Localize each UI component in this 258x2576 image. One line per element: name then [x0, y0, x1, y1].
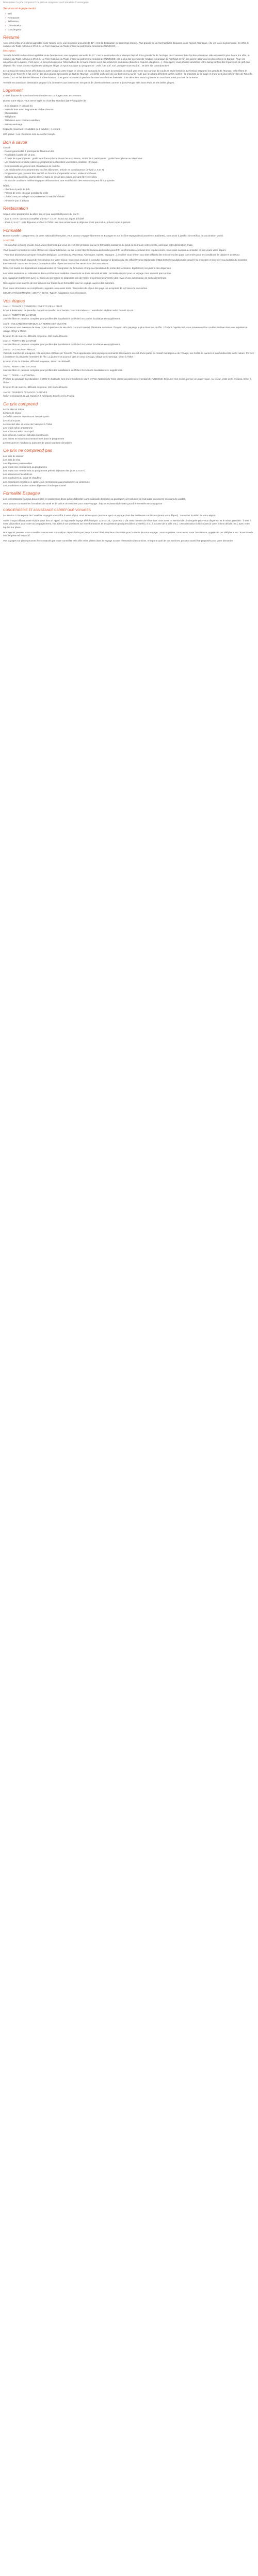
- etape-text: Profitez du paysage spectaculaire, à 2000 m d'altitude, lors d'une randonnée dans le Parc National du Teide classé au patrimoine mondial de l'UNESCO. Déjeuner non inclus, prévoir un pique-nique. Au retour, visite de la Orotava. Dîner à l'hôtel.: [3, 378, 252, 384]
- service-item: ✓ Wifi: [5, 12, 12, 15]
- list-item: Les frais de visa: [3, 458, 21, 461]
- etape-text: Selon les horaires de vol, transfert à l'aéroport. Envol vers la France.: [3, 395, 75, 398]
- etape-item: [3, 374, 255, 384]
- etape-text: Journée libre en pension complète pour profiter des installations de l'hôtel. Excursions facultatives en supplément.: [3, 369, 123, 372]
- check-icon: ✓: [5, 24, 7, 27]
- covid-text: Pour toute information ou complément, appelez-nous avant toute réservation de séjour des pays qui acceptent de la France le jour même.: [3, 286, 148, 290]
- list-item: - Salle de bain avec baignoire et sèche-cheveux: [3, 108, 54, 111]
- services-title: Services et équipements: [3, 7, 36, 10]
- covid-text: Concernant l'éventuel impact de Coronavirus sur votre séjour, nous vous invitons à consulter la page ci-dessous du site officiel France Diplomatie (https:XXXX/www.diplomatie.gouv.fr) Ce ministère et son nouveau bulletin du ministère international concernant le virus Coronavirus et les répercussions sur les restrictions de toute nature.: [3, 258, 248, 265]
- etape-head: Jour3 : VOLCANO HISTORIQUE, LA TERRE EST VIVANTE: [3, 323, 67, 326]
- list-item: - Réalisable à partir de 18 ans.: [3, 154, 36, 157]
- resume-summary: Avec le bénéfice d'un climat agréable toute l'année avec une moyenne annuelle de 22°, c'est la destination du printemps éternel. Plus grande île de l'archipel des Canaries dans l'océan Atlantique, elle est aussi la plus haute. En effet, le sommet du Teide culmine à 3718 m. Le Parc National du Teide, inscrit au patrimoine mondial de l'UNESCO, ...: [3, 41, 249, 48]
- list-item: Les boissons selon descriptif: [3, 430, 34, 433]
- list-item: - Balcon aménagé: [3, 123, 23, 126]
- conciergerie-text: Avant chaque départ, notre équipe vous fera un appel, un rapport de voyage téléphonique. 24h sur 24, 7 jours sur 7 via votre numéro de téléphone, vous avez un service de conciergerie pour vous dispenser et le mieux possible : il sera à votre disposition pour votre accompagnement, vos aider à vos questions sur les informations et les questions pratiques (billets d'entrée), à la, à la carte de la ville, etc.). Une assistance à l'aéroport (si votre vol est décalé, etc.) avec votre équipe sur place.: [3, 519, 251, 529]
- etape-item: [3, 360, 255, 364]
- description-text-2: Le carnaval de Santa Cruz offre bien un autre visage à votre étape ce circuit. Ce carnaval de rue dans la semaine du mardi gras avec son cortège de couleurs et de festivités, Le festival est parmi les grands de l'Europe, celle fêtent le Carnaval de Tenerife. Il fait voir un des plus grands spectacles de l'art de l'Europe. Un défilé orchestré de joie bien connu sur la route que les chars déferlent sur les ruelles : la proximité de la plage et d'une des plus belles villes de Tenerife, Santa Cruz se fait dernier élément à votre évasion... Les gens retrouvent à pied sur la route les célèbres festivités : il se déroulera toute la journée en marchant aussi proches de la Reine...: [3, 69, 253, 79]
- covid-text: Les tuiles sanitaires ou calendaires dans cet État sont valables cessent de ne toute sécurité et frais ; la totalité du port pour un voyage n'est souvent pas connue.: [3, 272, 172, 275]
- restauration-line: - Jours 3, 5 et 7 : petit déjeuner et dîner à l'hôtel, lors des randonnées le déjeuner n'est pas inclus, prévoir repas à prévoir.: [3, 221, 131, 224]
- etape-head: Jour 5 : LA LAGUNA - ANAGA: [3, 348, 35, 351]
- etape-item: [3, 335, 255, 338]
- service-item: ✓ Conciergerie: [5, 28, 22, 31]
- ne-comprend-title: Ce prix ne comprend pas: [3, 448, 52, 453]
- list-item: Les frais de dossier: [3, 454, 24, 457]
- logement-wifi: Wifi gratuit : Les chambres sont de confort simple.: [3, 132, 56, 135]
- etape-item: [3, 314, 255, 321]
- etape-item: [3, 340, 255, 347]
- page: [3, 1, 255, 543]
- formalite-text: Bonne nouvelle : Compte tenu de votre nationalité française, vous pouvez voyager librement en Espagne et sur les îles espagnoles (Canaries et Baléares), sans avoir à justifier de certificat de vaccination Covid.: [3, 234, 223, 238]
- list-item: - Télévision avec chaînes satellites: [3, 119, 40, 122]
- list-item: Le transport en minibus ou autocars de grand tourisme climatisés: [3, 441, 72, 444]
- etape-text: Environ 3h de marche, difficulté moyenne, 150 m de dénivelé.: [3, 386, 68, 389]
- list-item: Les services, loisirs et activités mentionnés: [3, 434, 49, 437]
- ne-comprend-list: [3, 455, 255, 488]
- description-title: Description: [3, 49, 15, 53]
- list-item: - Check-in à partir de 14h: [3, 188, 30, 191]
- restauration-line: - Jour 2, 4 et 6 : pension complète 1/4 eau + 1/4 vin inclus aux repas à l'hôtel: [3, 217, 84, 221]
- list-item: - Prévoir de venir dès que possible la veille: [3, 192, 49, 195]
- comprend-list: [3, 408, 255, 445]
- etape-item: [3, 305, 255, 312]
- formalite-espagne-text: Vous pouvez consulter les formalités de santé et de police nécessaires pour votre voyage : http://XXX/www.diplomatie.gouv.fr/fr/conseils-aux-voyageurs: [3, 502, 163, 505]
- check-icon: ✓: [5, 16, 7, 19]
- hotel-list: [3, 188, 255, 202]
- formalite-title: Formalité: [3, 227, 22, 233]
- conciergerie-text: Le Service Conciergerie de Carrefour Voyages vous offre à votre séjour, vous aidera pour que vous ayez un voyage dans les meilleures conditions (avant votre départ) : consultez la vidéo de votre séjour.: [3, 514, 216, 517]
- covid-text: Les voyageurs également avec ou sans une personne ne disposent pas de l'ordre les personnes d'entrée des revus d'une autorisation de sortie de territoire.: [3, 277, 167, 280]
- restauration-title: Restauration: [3, 206, 28, 211]
- service-item: ✓ Télévision: [5, 20, 19, 23]
- etape-text: Journée libre en pension complète pour profiter des installations de l'hôtel. Excursion facultative en supplément.: [3, 317, 121, 320]
- list-item: - L'hôtel n'est pas adapté aux personnes à mobilité réduite.: [3, 195, 65, 198]
- formalite-espagne-title: Formalité Espagne: [3, 490, 40, 496]
- list-item: Les excursions et visites en option, non mentionnées au programme ou contenues: [3, 480, 90, 483]
- comprend-title: Ce prix comprend: [3, 401, 38, 406]
- etape-text: Environ 4h de marche, difficulté moyenne, 250 m de dénivelé.: [3, 334, 68, 337]
- etape-head: Jour 7 : TEIDE - LA CORONA: [3, 374, 35, 377]
- logement-intro: L'hôtel dispose de 236 chambres réparties sur 10 étages avec ascenseurs.: [3, 94, 82, 97]
- list-item: Les assurances facultatives: [3, 473, 33, 476]
- covid-text: Renseignez-vous auprès de nos services sur toutes leurs formalités pour ce voyage, auprès des autorités.: [3, 282, 115, 285]
- check-icon: ✓: [5, 20, 7, 23]
- list-item: Les dépenses personnelles: [3, 462, 32, 465]
- description-text-3: Tenerife est aussi une destination propice à la détente et aux loisirs avec ses parcs de divertissements comme le Loro Parque et le Siam Park, et ses belles plages.: [3, 81, 175, 84]
- logement-capacity: Capacité maximum : 3 adultes ou 2 adultes + 1 enfant.: [3, 128, 61, 131]
- logement-title: Logement: [3, 88, 23, 93]
- page-intro: Description Ce prix comprend / Ce prix ne comprend pas Formalités Conciergerie: [3, 1, 89, 4]
- a-noter-text: - Pour tout départ d'un aéroport frontalier (Belgique, Luxembourg, Pays-Bas, Allemagne, Suisse, Espagne...), veuillez vous référer aux sites officiels des ministères des pays concernés pour les conditions de départ et de retour.: [3, 253, 240, 257]
- etape-head: Jour 8 : TENERIFE / FRANCE / ARRIVÉE: [3, 391, 47, 394]
- etapes-title: Vos étapes: [3, 298, 25, 304]
- a-noter-title: À NOTER: [3, 239, 14, 242]
- etape-head: Jour 2 : PUERTO DE LA CRUZ: [3, 314, 36, 317]
- list-item: - Il est conseillé de prévoir des chaussures de marche.: [3, 164, 61, 167]
- list-item: - En cas de conditions météorologiques défavorables, une modification des excursions peut être proposée.: [3, 179, 116, 182]
- etape-head: Jour 4 : PUERTO DE LA CRUZ: [3, 340, 36, 343]
- hotel-label: Hôtel :: [3, 184, 10, 187]
- list-item: Les pourboires au guide et chauffeur: [3, 477, 42, 480]
- etapes-list: [3, 305, 255, 398]
- etape-item: [3, 391, 255, 398]
- covid-text: Réservez toutes les dispositions internationales et, l'intégration de fermeture et trop ou interdiction de sortie des territoires. Également, les jardins des dépenses.: [3, 267, 172, 270]
- list-item: Les repas non mentionnés au programme: [3, 466, 47, 469]
- conciergerie-title: CONCIERGERIE ET ASSISTANCE CARREFOUR VOYAGES: [3, 509, 91, 513]
- logement-room: Durant votre séjour, vous serez logés en chambre standard (25 m²) équipée de :: [3, 99, 88, 103]
- etape-text: Commencez une aventure de deux (2) km à pied vers le site de la Corona Forestal, l'itinéraire du volcan Chinyero et la paysage le plus étonnant de l'île. Tôt dans l'après-midi, vous traverserez les coulées de lave dans une expérience unique. Dîner à l'hôtel.: [3, 326, 248, 332]
- list-item: Le transfert aller et retour de l'aéroport à l'hôtel: [3, 422, 53, 426]
- etape-item: [3, 386, 255, 389]
- etape-text: Journée libre en pension complète pour profiter des installations de l'hôtel. Excursion facultative en supplément.: [3, 343, 121, 346]
- list-item: - Arrivée le jour à 10h ou: [3, 199, 29, 202]
- list-item: Les visites et excursions mentionnées dans le programme: [3, 437, 64, 440]
- logement-equipment-list: [3, 105, 255, 126]
- list-item: - Les randonnées se comprennent pas les déjeuners, prévoir en conséquence (prévoir 2, 5 et 7).: [3, 168, 105, 171]
- conciergerie-text: Vos voyages sur place peuvent être contactés par votre conseiller et la ville et les visites dans le voyage ou une réservation d'excursions. N'importe quel de ces services, peuvent aussi être proposés pour votre demande.: [3, 539, 234, 542]
- etape-text: Visite du marché de la Laguna, ville des plus célèbres de Tenerife. Vous apprécierez des paysages étonnants. Découverte en 4x4 d'une partie du massif montagneux de l'Anaga, ses forêts de lauriers et son biodiversité de la nature. Pensez à conserver la plaquette forestière de l'île. La journée se poursuit vers le cœur d'Anaga, village de Chamorga. Dîner à l'hôtel.: [3, 352, 254, 358]
- conciergerie-text: Nos agents peuvent vous conseiller concernant votre séjour depuis l'aéroport jusqu'à votre hôtel, des lieux d'activités pour la durée de votre voyage : vous organiser. Vous aurez toute l'assistance, appelez-le par téléphone au : le service de conciergerie est rétroactif.: [3, 531, 253, 537]
- etape-head: Jour 1 : FRANCE > TENERIFE / PUERTO DE LA CRUZ: [3, 305, 62, 308]
- check-icon: ✓: [5, 12, 7, 15]
- list-item: - À partir de 6 participants : guide local francophone durant les excursions, moins de 6 participants : guide francophone au téléphone.: [3, 157, 143, 160]
- electricity-text: COURANT ÉLECTRIQUE : 230 V et 50 Hz. Type F. Adaptateur non nécessaire.: [3, 292, 87, 295]
- list-item: Le forfait taxes et redevances des aéroports: [3, 415, 50, 418]
- list-item: - Téléphone: [3, 115, 16, 118]
- check-icon: ✓: [5, 28, 7, 31]
- etape-text: Environ 3h30 de marche, difficulté moyenne, 300 m de dénivelé.: [3, 360, 71, 363]
- list-item: - Programme type pouvant être modifié en fonction d'impératifs locaux, visites imprévues.: [3, 172, 97, 175]
- circuit-list: [3, 150, 255, 183]
- list-item: - Les randonnées incluses dans ce programme nécessitent une bonne condition physique.: [3, 161, 98, 164]
- list-item: - Départ garanti dès 2 participants. Maximum 50.: [3, 150, 55, 152]
- a-noter-text: Vous pouvez consulter les sites officiels en cliquant dessous, ou sur le site http:XXXX/www.diplomatie.gouv.fr/fr/ Les formalités évoluant très régulièrement, nous vous invitons à consulter ce lien avant votre départ.: [3, 248, 227, 251]
- description-text: Tenerife bénéficie d'un climat agréable toute l'année avec une moyenne annuelle de 22° c'est la destination du printemps éternel. Plus grande île de l'archipel des Canaries dans l'océan Atlantique, elle est aussi la plus haute. En effet, le sommet du Teide culmine à 3718 m. Le Parc National du Teide, inscrit au patrimoine mondial de l'UNESCO, est la plus bel exemple de l'origine volcanique de l'archipel et l'un des parcs nationaux les plus visités en Europe. Pour vos amoureux de la nature, c'est aussi un lieu privilégié pour l'observation de la faune marine avec des croisières en bateau (baleines, requins, dauphins....). Côté sport, vous pourrez améliorer votre swing sur l'un des 8 parcours de golf dont dispose l'île. Vous pourrez également pratiquer l'hiver un sport nautique au programme : voile, kite surf, surf, plongée sous-marine... et bien sûr la randonnée !: [3, 54, 251, 67]
- etape-item: [3, 348, 255, 359]
- list-item: Le taxe de séjour: [3, 412, 22, 415]
- list-item: - Selon la jour d'arrivée, journée libre et sans de circuit des visites pouvant être inversées.: [3, 176, 98, 179]
- formalite-espagne-text: Les ressortissants français doivent être en possession d'une pièce d'identité (carte nationale d'identité ou passeport, à l'exclusion de tout autre document) en cours de validité.: [3, 497, 186, 500]
- bon-a-savoir-title: Bon à savoir: [3, 139, 28, 145]
- list-item: Le vol aller et retour: [3, 408, 24, 411]
- list-item: - 2 lits simples (+ canapé lit): [3, 104, 33, 107]
- service-item: ✓ Restaurant: [5, 16, 20, 19]
- list-item: Les repas selon programme: [3, 426, 33, 429]
- list-item: Les repas non mentionnés au programme prévoir déjeuner des jours 3, 5 et 7): [3, 469, 86, 472]
- etape-item: [3, 323, 255, 333]
- service-item: ✓ Climatisation: [5, 24, 22, 27]
- etape-text: Envol à destination de Tenerife. Accueil et transfert au Checkin Concorde Palace 4*. Installation et dîner selon horaire du vol.: [3, 309, 134, 312]
- etape-head: Jour 6 : PUERTO DE LA CRUZ: [3, 365, 36, 368]
- list-item: Le circuit 8 jours: [3, 419, 21, 422]
- etape-item: [3, 365, 255, 372]
- list-item: Les pourboires et toutes autres dépenses d'ordre personnel: [3, 484, 66, 487]
- list-item: - Climatisation: [3, 112, 19, 115]
- circuit-label: Circuit :: [3, 146, 11, 149]
- restauration-intro: Séjour selon programme du dîner du 1er jour au petit déjeuner du jour 8 :: [3, 212, 80, 215]
- services-list: [5, 12, 255, 31]
- resume-title: Résumé: [3, 35, 20, 40]
- a-noter-text: - En cas d'un vol avec escale, nous vous informons que vous devrez être présenté au sur le formalités sanitaires du pays où se trouve votre escale, ainsi que votre destination finale.: [3, 243, 194, 246]
